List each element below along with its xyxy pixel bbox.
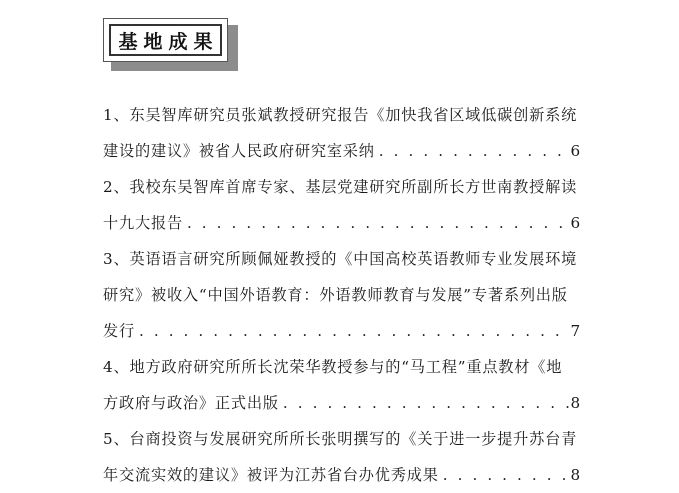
- dot-leader: [135, 313, 571, 349]
- toc-entry-line: 4、地方政府研究所所长沈荣华教授参与的“马工程”重点教材《地: [103, 358, 563, 376]
- toc-entry-4[interactable]: [103, 349, 581, 421]
- dot-leader: [375, 133, 571, 169]
- dot-leader: [279, 385, 571, 421]
- toc-entry-last-line: [103, 133, 581, 169]
- table-of-contents: [103, 97, 581, 493]
- toc-entry-line: 5、台商投资与发展研究所所长张明撰写的《关于进一步提升苏台青: [103, 430, 578, 448]
- dot-leader: [439, 457, 571, 493]
- toc-entry-2[interactable]: [103, 169, 581, 241]
- page-number: 7: [570, 322, 581, 340]
- section-title-frame: [109, 24, 222, 56]
- toc-entry-text: 年交流实效的建议》被评为江苏省台办优秀成果: [103, 466, 439, 484]
- toc-entry-text: 建设的建议》被省人民政府研究室采纳: [103, 142, 375, 160]
- toc-entry-line: 研究》被收入“中国外语教育：外语教师教育与发展”专著系列出版: [103, 286, 568, 304]
- toc-entry-line: 2、我校东吴智库首席专家、基层党建研究所副所长方世南教授解读: [103, 178, 578, 196]
- toc-entry-line: 3、英语语言研究所顾佩娅教授的《中国高校英语教师专业发展环境: [103, 250, 578, 268]
- toc-entry-text: 十九大报告: [103, 214, 183, 232]
- toc-entry-text: 方政府与政治》正式出版: [103, 394, 279, 412]
- section-title: 基地成果: [118, 30, 219, 53]
- toc-entry-last-line: [103, 205, 581, 241]
- section-title-box: [103, 18, 228, 62]
- toc-entry-3[interactable]: [103, 241, 581, 349]
- dot-leader: [183, 205, 571, 241]
- page-number: 6: [570, 142, 581, 160]
- toc-entry-last-line: [103, 457, 581, 493]
- toc-entry-line: 1、东吴智库研究员张斌教授研究报告《加快我省区域低碳创新系统: [103, 106, 578, 124]
- toc-entry-1[interactable]: [103, 97, 581, 169]
- toc-entry-last-line: [103, 385, 581, 421]
- page-number: 8: [570, 394, 581, 412]
- toc-entry-5[interactable]: [103, 421, 581, 493]
- toc-entry-text: 发行: [103, 322, 135, 340]
- page-number: 6: [570, 214, 581, 232]
- page-number: 8: [570, 466, 581, 484]
- toc-entry-last-line: [103, 313, 581, 349]
